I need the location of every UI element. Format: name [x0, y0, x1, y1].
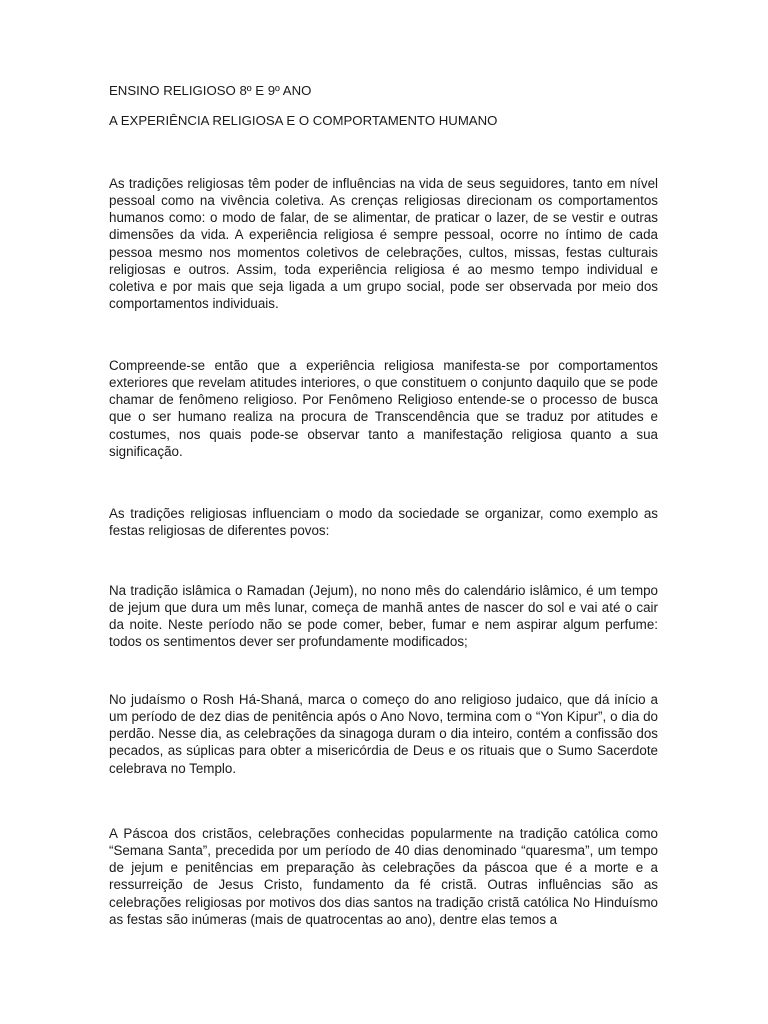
- document-title: ENSINO RELIGIOSO 8º E 9º ANO: [109, 83, 312, 98]
- paragraph-society-organization: As tradições religiosas influenciam o modo da sociedade se organizar, como exemplo as festas religiosas de diferentes povos:: [109, 506, 658, 539]
- paragraph-islamic-ramadan: Na tradição islâmica o Ramadan (Jejum), no nono mês do calendário islâmico, é um tempo de jejum que dura um mês lunar, começa de manhã antes de nascer do sol e vai até o cair da noite. Neste período não se pode comer, beber, fumar e nem aspirar algum perfume: todos os sentimentos dever ser profundamente modificados;: [109, 583, 658, 650]
- document-body: [109, 82, 658, 927]
- paragraph-christian-easter: A Páscoa dos cristãos, celebrações conhecidas popularmente na tradição católica como “Semana Santa”, precedida por um período de 40 dias denominado “quaresma”, um tempo de jejum e penitências em preparação às celebrações da páscoa que é a morte e a ressurreição de Jesus Cristo, fundamento da fé cristã. Outras influências são as celebrações religiosas por motivos dos dias santos na tradição cristã católica No Hinduísmo as festas são inúmeras (mais de quatrocentas ao ano), dentre elas temos a: [109, 826, 658, 927]
- paragraph-religious-traditions: As tradições religiosas têm poder de influências na vida de seus seguidores, tanto em nível pessoal como na vivência coletiva. As crenças religiosas direcionam os comportamentos humanos como: o modo de falar, de se alimentar, de praticar o lazer, de se vestir e outras dimensões da vida. A experiência religiosa é sempre pessoal, ocorre no íntimo de cada pessoa mesmo nos momentos coletivos de celebrações, cultos, missas, festas culturais religiosas e outros. Assim, toda experiência religiosa é ao mesmo tempo individual e coletiva e por mais que seja ligada a um grupo social, pode ser observada por meio dos comportamentos individuais.: [109, 176, 658, 312]
- paragraph-judaism-rosh-hashana: No judaísmo o Rosh Há-Shaná, marca o começo do ano religioso judaico, que dá início a um período de dez dias de penitência após o Ano Novo, termina com o “Yon Kipur”, o dia do perdão. Nesse dia, as celebrações da sinagoga duram o dia inteiro, contém a confissão dos pecados, as súplicas para obter a misericórdia de Deus e os rituais que o Sumo Sacerdote celebrava no Templo.: [109, 692, 658, 776]
- document-subtitle: A EXPERIÊNCIA RELIGIOSA E O COMPORTAMENTO HUMANO: [109, 113, 498, 128]
- paragraph-religious-phenomenon: Compreende-se então que a experiência religiosa manifesta-se por comportamentos exteriores que revelam atitudes interiores, o que constituem o conjunto daquilo que se pode chamar de fenômeno religioso. Por Fenômeno Religioso entende-se o processo de busca que o ser humano realiza na procura de Transcendência que se traduz por atitudes e costumes, nos quais pode-se observar tanto a manifestação religiosa quanto a sua significação.: [109, 358, 658, 459]
